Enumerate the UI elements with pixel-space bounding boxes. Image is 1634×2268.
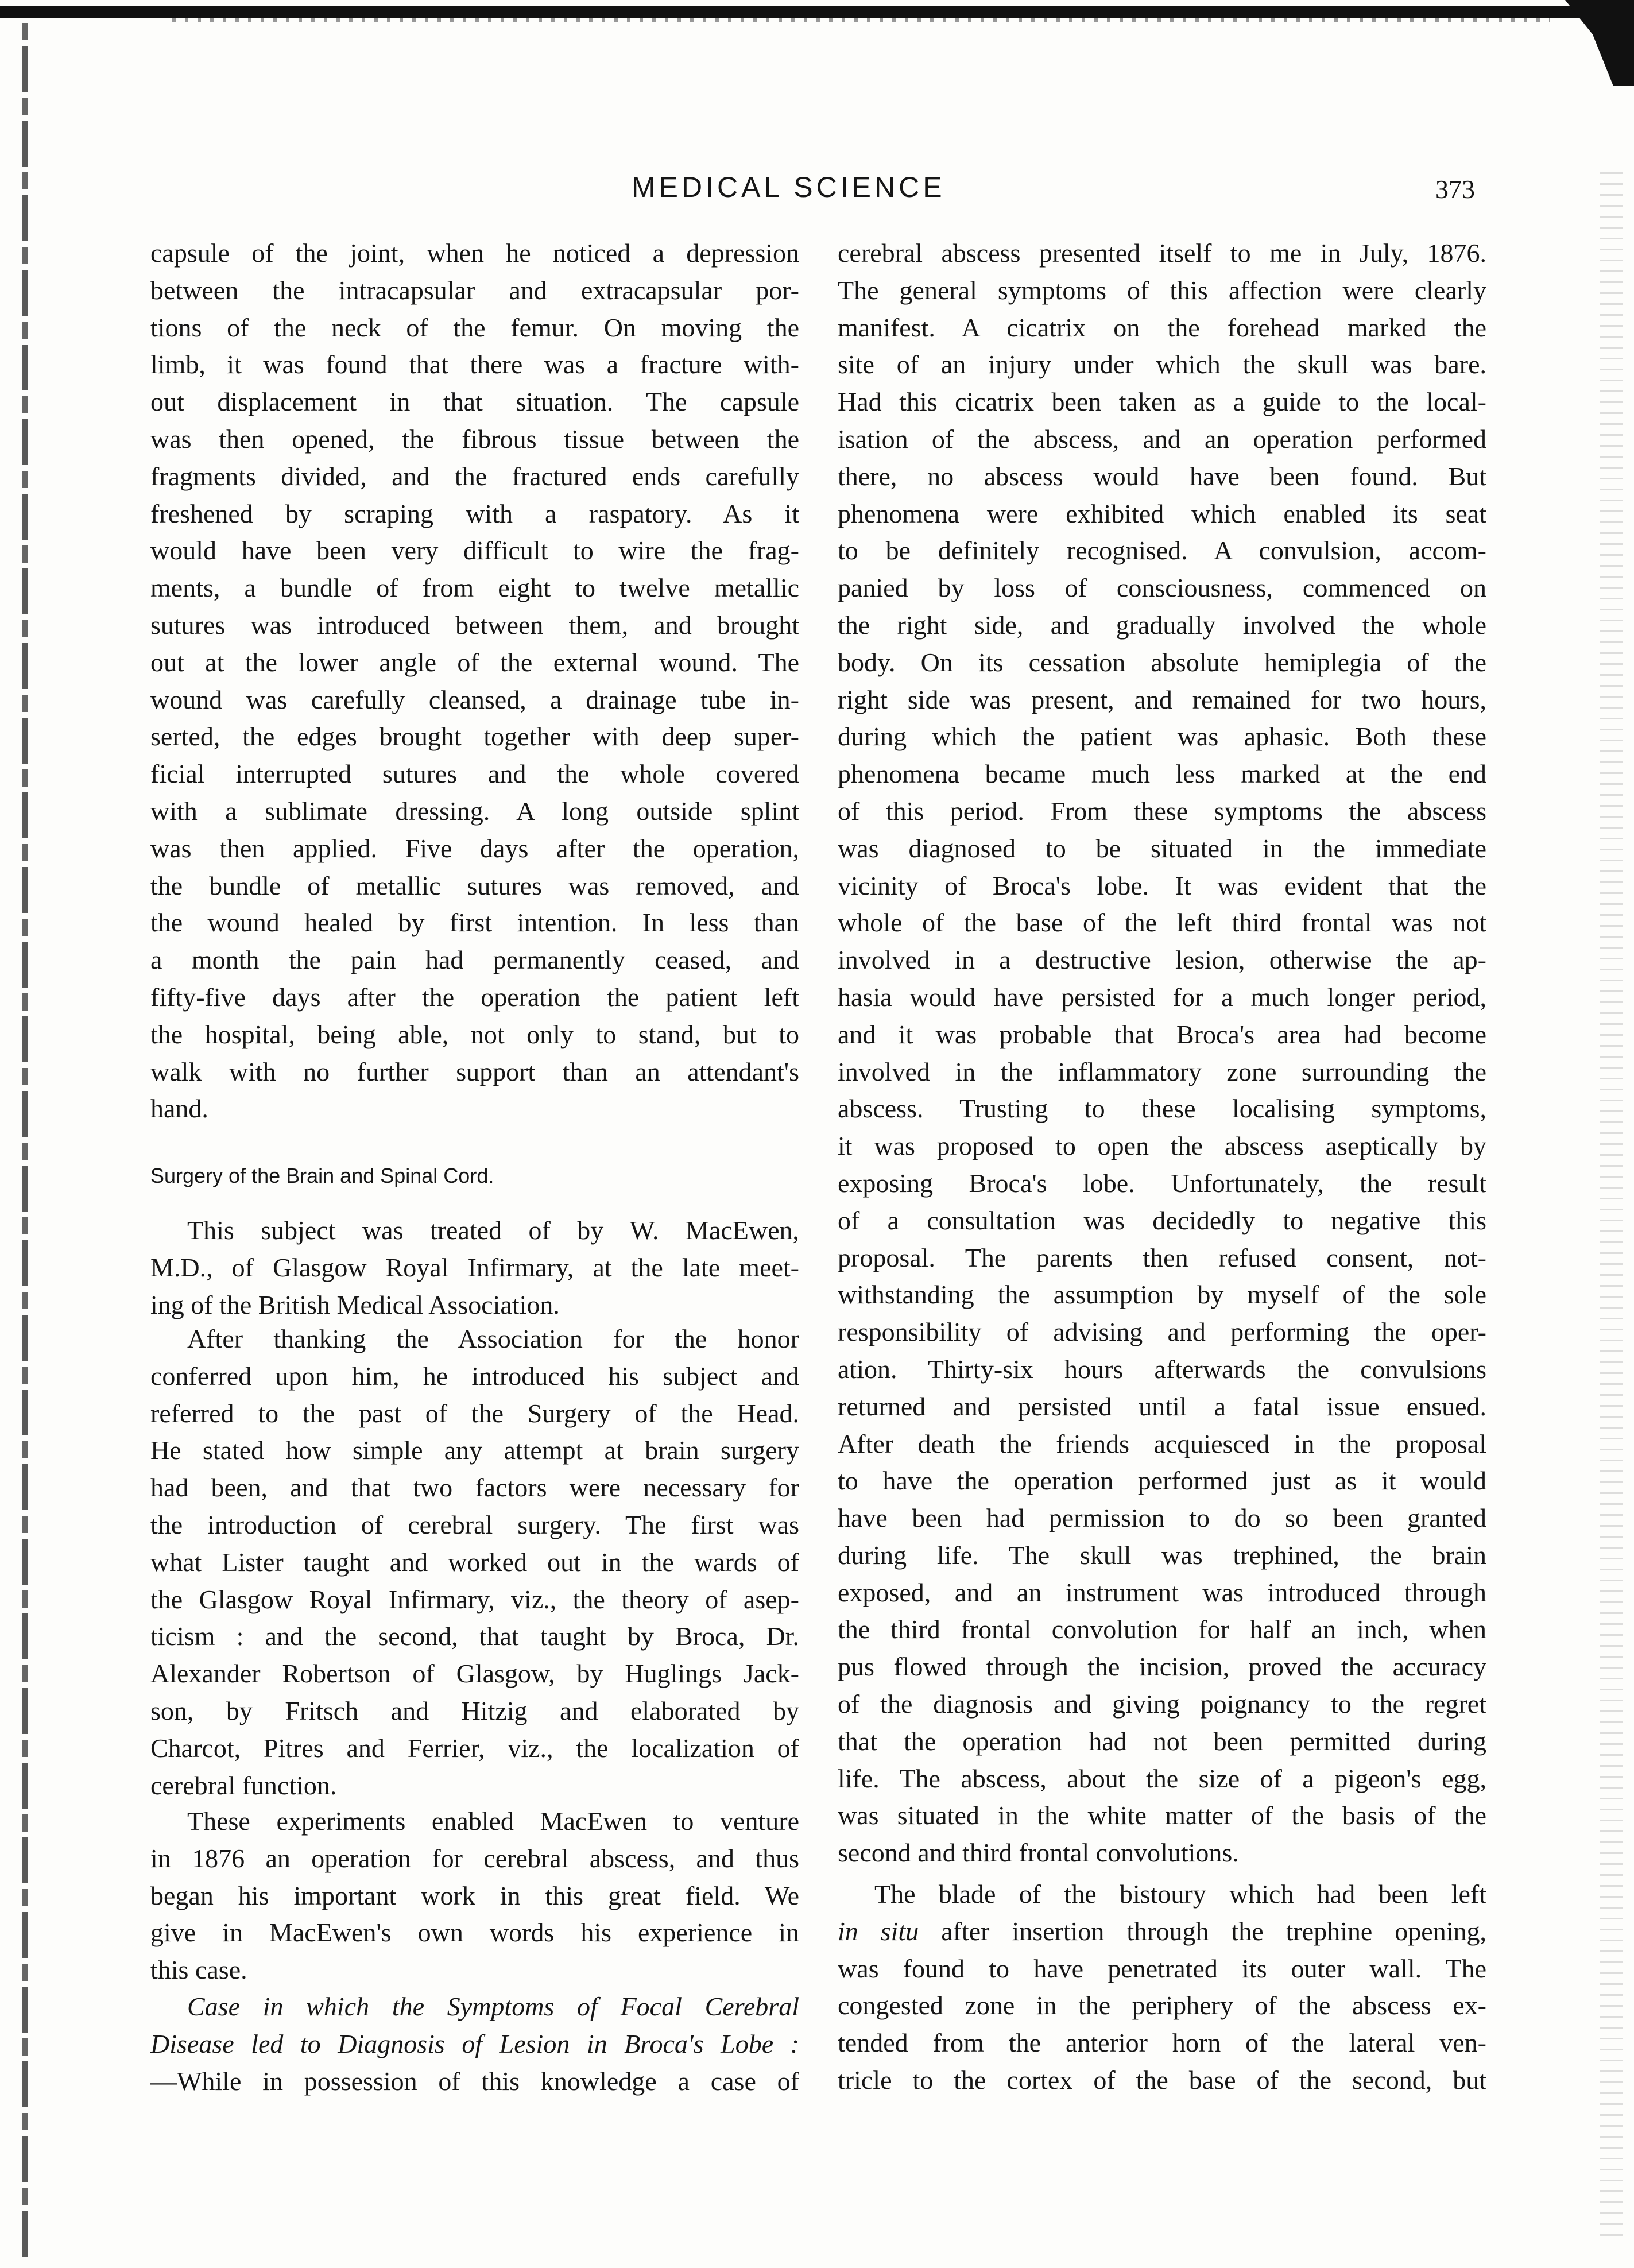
paragraph <box>838 235 1486 1872</box>
text-line: sutures was introduced between them, and brought <box>150 610 799 640</box>
text-line: the wound healed by first intention. In less than <box>150 908 799 938</box>
text-line: began his important work in this great field. We <box>150 1880 799 1910</box>
text-line: have been had permission to do so been granted <box>838 1503 1486 1533</box>
text-line: ticism : and the second, that taught by Broca, Dr. <box>150 1621 799 1651</box>
text-line: site of an injury under which the skull was bare. <box>838 350 1486 380</box>
text-line: in 1876 an operation for cerebral abscess, and thus <box>150 1843 799 1873</box>
text-line: proposal. The parents then refused consent, not- <box>838 1243 1486 1272</box>
text-line: tricle to the cortex of the base of the second, but <box>838 2065 1486 2095</box>
text-line: was situated in the white matter of the basis of the <box>838 1801 1486 1830</box>
text-line: fragments divided, and the fractured ends carefully <box>150 461 799 491</box>
paragraph <box>150 1321 799 1804</box>
text-line: ing of the British Medical Association. <box>150 1290 560 1319</box>
text-line: the introduction of cerebral surgery. The first was <box>150 1510 799 1539</box>
text-line: was then opened, the fibrous tissue between the <box>150 424 799 454</box>
text-line: manifest. A cicatrix on the forehead marked the <box>838 312 1486 342</box>
text-line: These experiments enabled MacEwen to venture <box>187 1806 799 1836</box>
text-line: referred to the past of the Surgery of the Head. <box>150 1398 799 1428</box>
text-line: panied by loss of consciousness, commenced on <box>838 573 1486 603</box>
text-line: and it was probable that Broca's area had become <box>838 1019 1486 1049</box>
paragraph <box>150 235 799 1128</box>
text-line: out displacement in that situation. The capsule <box>150 387 799 417</box>
text-line: He stated how simple any attempt at brain surgery <box>150 1435 799 1465</box>
scan-noise-top <box>172 18 1550 22</box>
scan-edge-top <box>0 6 1585 18</box>
text-line <box>150 1988 799 2026</box>
running-header: MEDICAL SCIENCE <box>632 171 946 203</box>
paragraph <box>150 1212 799 1323</box>
text-line: freshened by scraping with a raspatory. As it <box>150 498 799 528</box>
text-line: this case. <box>150 1955 247 1985</box>
text-line: After death the friends acquiesced in the proposal <box>838 1429 1486 1458</box>
text-line <box>150 2026 799 2063</box>
text-line: during which the patient was aphasic. Both these <box>838 722 1486 752</box>
text-line: ments, a bundle of from eight to twelve metallic <box>150 573 799 603</box>
text-line: exposed, and an instrument was introduced through <box>838 1577 1486 1607</box>
text-line: that the operation had not been permitted during <box>838 1726 1486 1756</box>
text-line: congested zone in the periphery of the abscess ex- <box>838 1991 1486 2021</box>
text-line: of a consultation was decidedly to negative this <box>838 1205 1486 1235</box>
text-line: serted, the edges brought together with deep super- <box>150 722 799 752</box>
text-line: the hospital, being able, not only to stand, but to <box>150 1019 799 1049</box>
text-line: hasia would have persisted for a much longer period, <box>838 982 1486 1012</box>
text-line: the Glasgow Royal Infirmary, viz., the theory of asep- <box>150 1584 799 1614</box>
text-line: M.D., of Glasgow Royal Infirmary, at the late meet- <box>150 1252 799 1282</box>
text-line: what Lister taught and worked out in the wards of <box>150 1547 799 1577</box>
paragraph <box>838 1876 1486 2099</box>
text-line: was found to have penetrated its outer wall. The <box>838 1953 1486 1983</box>
text-line: the bundle of metallic sutures was removed, and <box>150 870 799 900</box>
text-line: to be definitely recognised. A convulsion, accom- <box>838 536 1486 566</box>
text-line: second and third frontal convolutions. <box>838 1838 1239 1868</box>
text-line: pus flowed through the incision, proved the accuracy <box>838 1652 1486 1682</box>
text-line: between the intracapsular and extracapsular por- <box>150 275 799 305</box>
case-title-paragraph <box>150 1988 799 2100</box>
scan-corner-shadow <box>1565 0 1634 86</box>
italic-text: in situ <box>838 1916 919 1946</box>
text-line: conferred upon him, he introduced his subject and <box>150 1361 799 1391</box>
text-line: involved in a destructive lesion, otherwise the ap- <box>838 945 1486 975</box>
text-line: tions of the neck of the femur. On moving the <box>150 312 799 342</box>
scan-edge-left <box>22 23 28 2262</box>
italic-text: Case in which the Symptoms of Focal Cerebral <box>187 1992 799 2021</box>
text-line: returned and persisted until a fatal issue ensued. <box>838 1391 1486 1421</box>
text-line: responsibility of advising and performing the oper- <box>838 1317 1486 1347</box>
scan-noise-right <box>1600 172 1623 2239</box>
text-line: to have the operation performed just as it would <box>838 1466 1486 1496</box>
text-line: ficial interrupted sutures and the whole covered <box>150 759 799 789</box>
text-line: exposing Broca's lobe. Unfortunately, the result <box>838 1168 1486 1198</box>
text-line: walk with no further support than an attendant's <box>150 1056 799 1086</box>
text-line: isation of the abscess, and an operation performed <box>838 424 1486 454</box>
text-line: Had this cicatrix been taken as a guide to the local- <box>838 387 1486 417</box>
text-line: during life. The skull was trephined, the brain <box>838 1540 1486 1570</box>
text-line: right side was present, and remained for two hours, <box>838 684 1486 714</box>
text-line: tended from the anterior horn of the lateral ven- <box>838 2028 1486 2058</box>
text-line: phenomena were exhibited which enabled its seat <box>838 498 1486 528</box>
text-line: ation. Thirty-six hours afterwards the convulsions <box>838 1354 1486 1384</box>
text-line: cerebral abscess presented itself to me in July, 1876. <box>838 238 1486 268</box>
page-number: 373 <box>1435 175 1475 204</box>
text-line: body. On its cessation absolute hemiplegia of the <box>838 647 1486 677</box>
text-line: whole of the base of the left third frontal was not <box>838 908 1486 938</box>
text-line: of the diagnosis and giving poignancy to the regret <box>838 1689 1486 1719</box>
text-line: capsule of the joint, when he noticed a depression <box>150 238 799 268</box>
text-line: vicinity of Broca's lobe. It was evident that the <box>838 870 1486 900</box>
text-line: wound was carefully cleansed, a drainage tube in- <box>150 684 799 714</box>
text-line: a month the pain had permanently ceased, and <box>150 945 799 975</box>
text-line: fifty-five days after the operation the patient left <box>150 982 799 1012</box>
text-line: the right side, and gradually involved the whole <box>838 610 1486 640</box>
text-line: out at the lower angle of the external wound. The <box>150 647 799 677</box>
text-line: life. The abscess, about the size of a pigeon's egg, <box>838 1763 1486 1793</box>
text-line: was then applied. Five days after the operation, <box>150 833 799 863</box>
text-line: abscess. Trusting to these localising symptoms, <box>838 1094 1486 1124</box>
text-line: had been, and that two factors were necessary for <box>150 1473 799 1503</box>
text-line: limb, it was found that there was a fracture with- <box>150 350 799 380</box>
text-line: —While in possession of this knowledge a case of <box>150 2066 799 2096</box>
text-line: phenomena became much less marked at the end <box>838 759 1486 789</box>
text-line: it was proposed to open the abscess aseptically by <box>838 1131 1486 1161</box>
italic-text: Disease led to Diagnosis of Lesion in Broca's Lobe : <box>150 2029 799 2058</box>
text-line: withstanding the assumption by myself of the sole <box>838 1280 1486 1310</box>
paragraph <box>150 1803 799 1989</box>
text-line: The general symptoms of this affection were clearly <box>838 275 1486 305</box>
text-line: Alexander Robertson of Glasgow, by Huglings Jack- <box>150 1659 799 1689</box>
text-line: of this period. From these symptoms the abscess <box>838 796 1486 826</box>
text-line: there, no abscess would have been found. But <box>838 461 1486 491</box>
text-line: This subject was treated of by W. MacEwen, <box>187 1216 799 1245</box>
text-line: cerebral function. <box>150 1770 337 1800</box>
text-line: hand. <box>150 1094 208 1124</box>
text-line: was diagnosed to be situated in the immediate <box>838 833 1486 863</box>
text-line: Charcot, Pitres and Ferrier, viz., the localization of <box>150 1733 799 1763</box>
text-line: in situ after insertion through the trephine opening, <box>838 1916 1486 1946</box>
text-line: The blade of the bistoury which had been left <box>874 1879 1486 1909</box>
text-line: would have been very difficult to wire the frag- <box>150 536 799 566</box>
text-line: involved in the inflammatory zone surrounding the <box>838 1056 1486 1086</box>
text-line: the third frontal convolution for half an inch, when <box>838 1615 1486 1644</box>
text-line: son, by Fritsch and Hitzig and elaborated by <box>150 1696 799 1725</box>
text-line: with a sublimate dressing. A long outside splint <box>150 796 799 826</box>
text-line: give in MacEwen's own words his experience in <box>150 1918 799 1948</box>
section-heading: Surgery of the Brain and Spinal Cord. <box>150 1164 494 1187</box>
text-line: After thanking the Association for the honor <box>187 1324 799 1353</box>
